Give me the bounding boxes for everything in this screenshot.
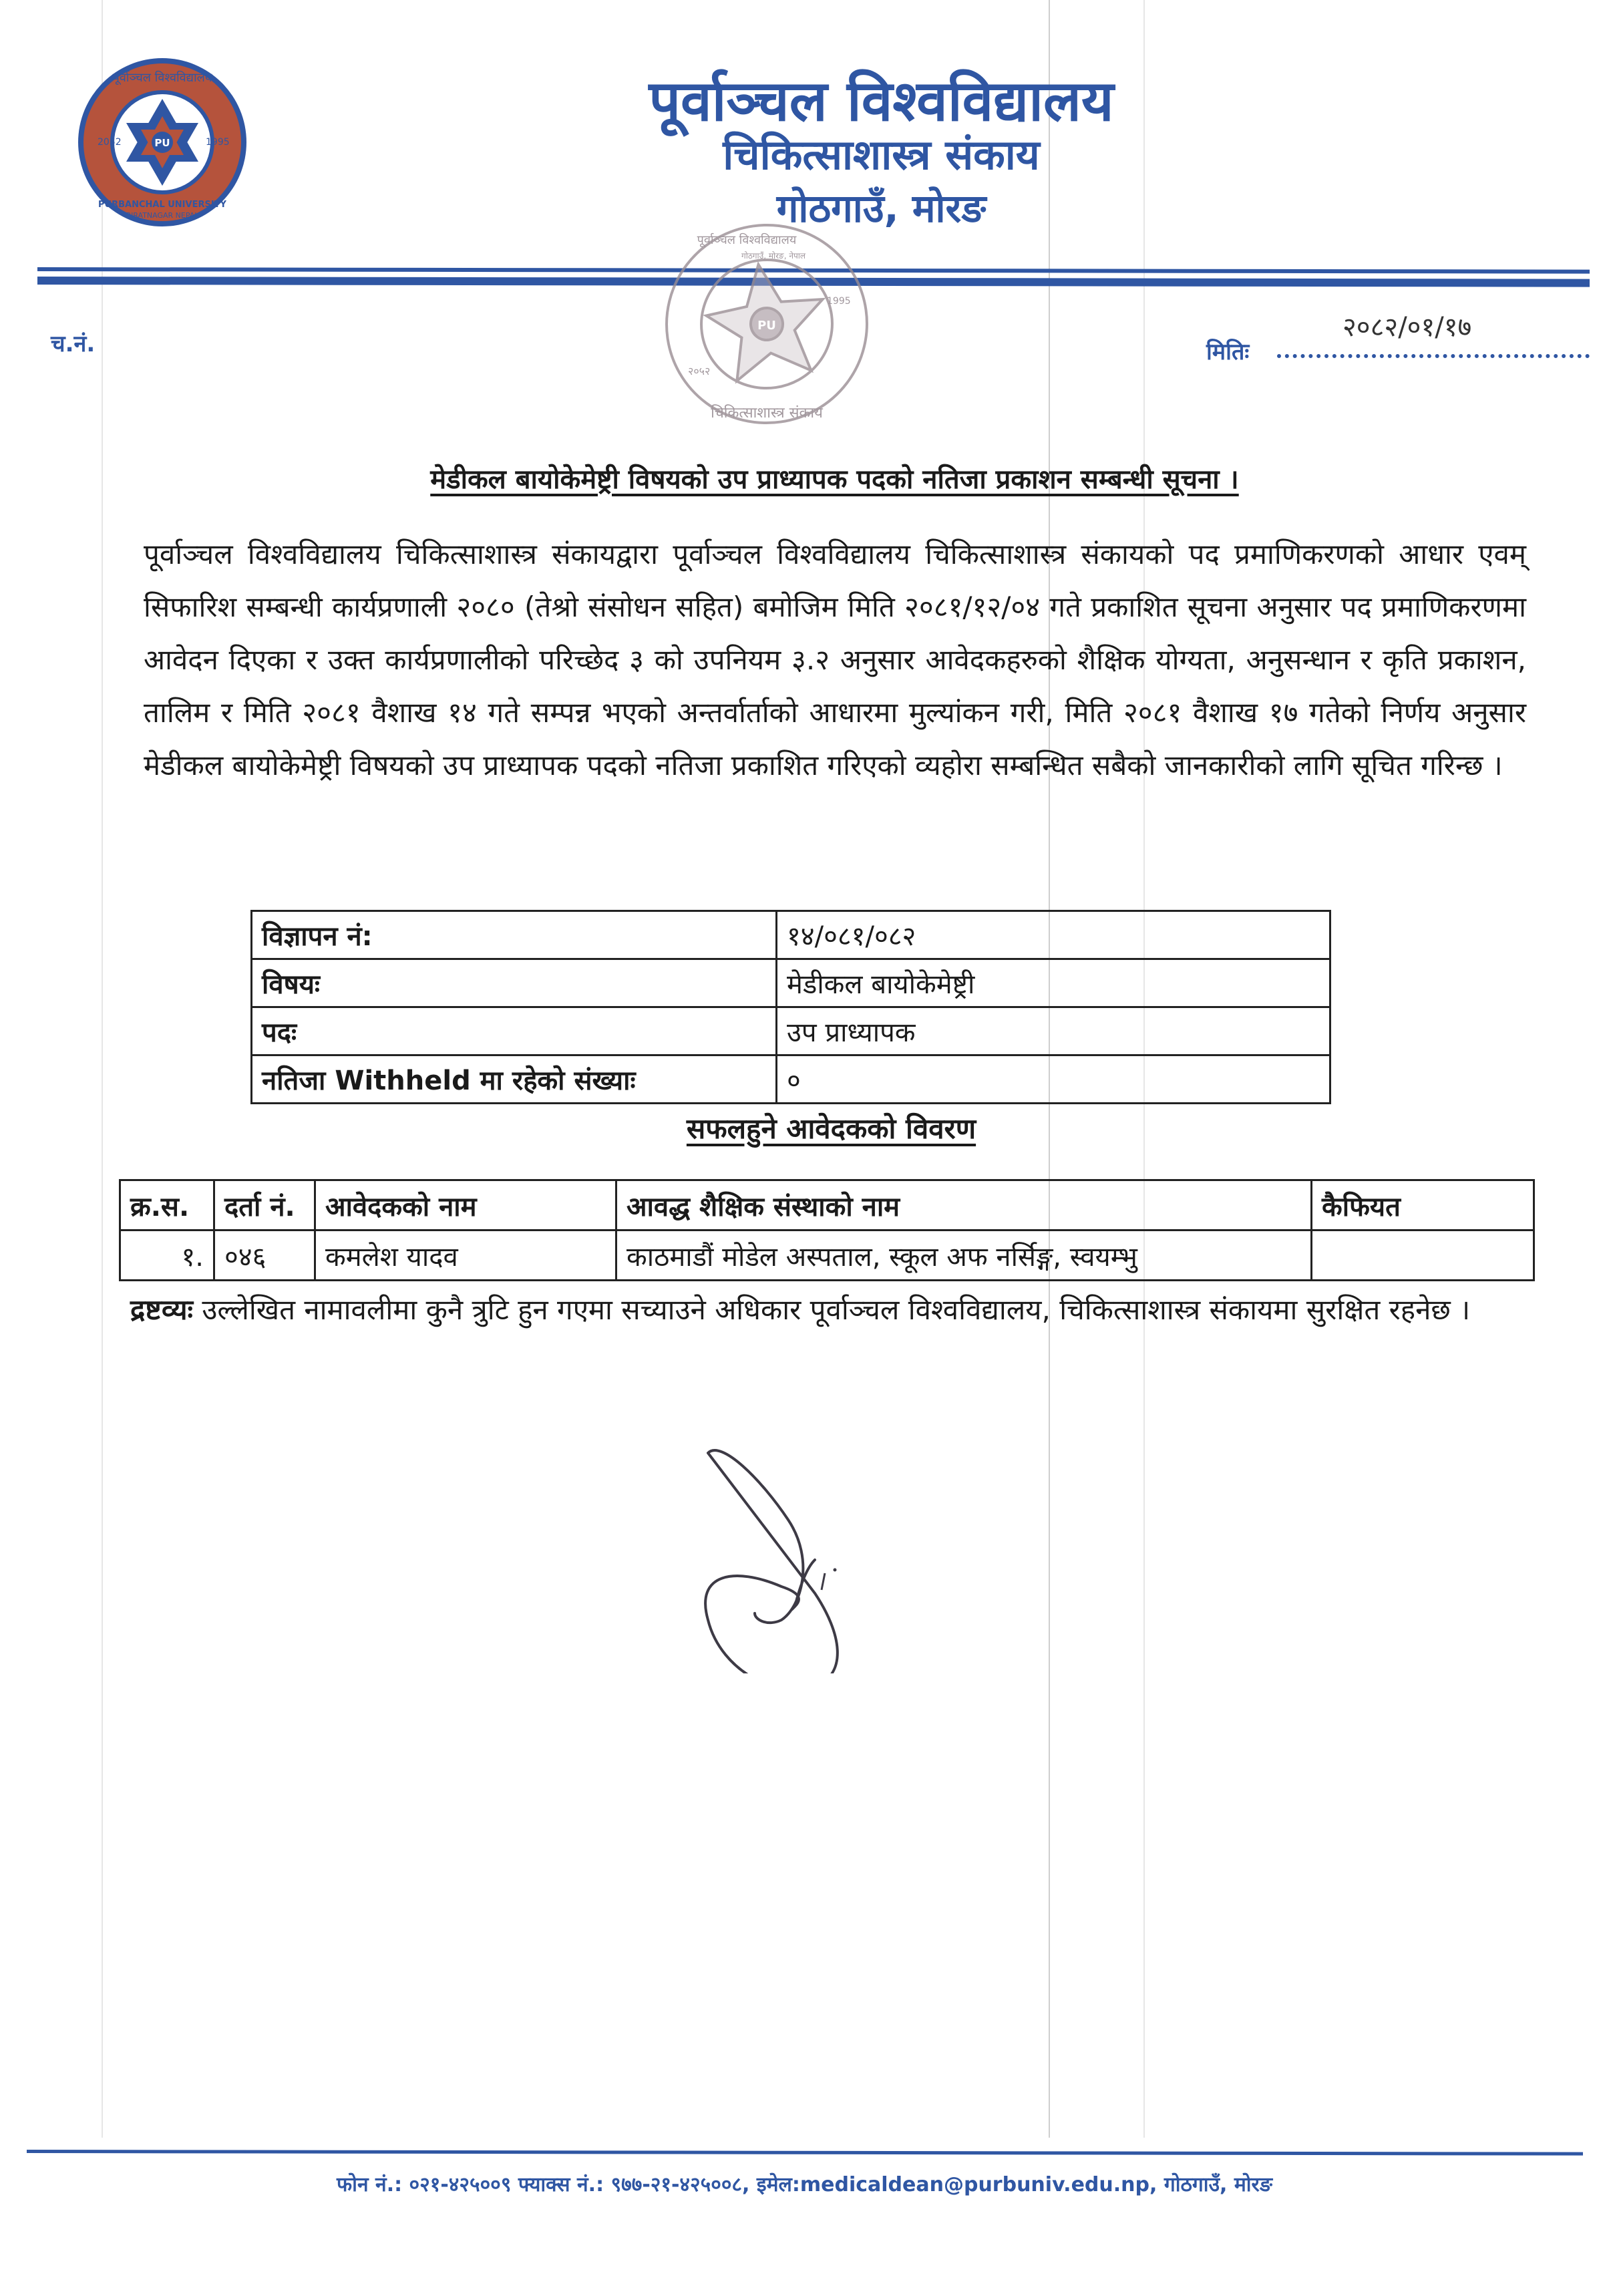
info-label: विषयः: [252, 959, 777, 1007]
logo-bottom-text: PURBANCHAL UNIVERSITY: [98, 200, 226, 210]
footer-rule: [27, 2150, 1583, 2156]
signature: [681, 1406, 895, 1673]
logo-bottom-sub: BIRATNAGAR NEPAL: [126, 211, 199, 220]
footer-contact: फोन नं.: ०२१-४२५००९ फ्याक्स नं.: ९७७-२१-४२५००८, इमेल:medicaldean@purbuniv.edu.np, गोठगाउँ, मोरङ: [337, 2173, 1272, 2196]
logo-year-left: 2052: [98, 137, 122, 148]
info-value: उप प्राध्यापक: [777, 1007, 1330, 1055]
col-institution: आवद्ध शैक्षिक संस्थाको नाम: [616, 1180, 1312, 1231]
location: गोठगाउँ, मोरङ: [776, 186, 987, 231]
notice-body: पूर्वाञ्चल विश्वविद्यालय चिकित्साशास्त्र संकायद्वारा पूर्वाञ्चल विश्वविद्यालय चिकित्साशास्त्र संकायको पद प्रमाणिकरणको आधार एवम् सिफारिश सम्बन्धी कार्यप्रणाली २०८० (तेश्रो संसोधन सहित) बमोजिम मिति २०८१/१२/०४ गते प्रकाशित सूचना अनुसार पद प्रमाणिकरणमा आवेदन दिएका र उक्त कार्यप्रणालीको परिच्छेद ३ को उपनियम ३.२ अनुसार आवेदकहरुको शैक्षिक योग्यता, अनुसन्धान र कृति प्रकाशन, तालिम र मिति २०८१ वैशाख १४ गते सम्पन्न भएको अन्तर्वार्ताको आधारमा मुल्यांकन गरी, मिति २०८१ वैशाख १७ गतेको निर्णय अनुसार मेडीकल बायोकेमेष्ट्री विषयको उप प्राध्यापक पदको नतिजा प्रकाशित गरिएको व्यहोरा सम्बन्धित सबैको जानकारीको लागि सूचित गरिन्छ ।: [144, 538, 1526, 782]
faculty-stamp: [647, 217, 887, 431]
stamp-bottom-text: चिकित्साशास्त्र संकाय: [711, 405, 823, 422]
info-value: १४/०८१/०८२: [777, 911, 1330, 959]
logo-monogram: PU: [154, 137, 170, 149]
info-row-position: [252, 1007, 1330, 1055]
info-label: विज्ञापन नं:: [252, 911, 777, 959]
info-value: मेडीकल बायोकेमेष्ट्री: [777, 959, 1330, 1007]
cell-serial: १.: [120, 1231, 214, 1281]
stamp-year-right: 1995: [827, 296, 851, 307]
note: [130, 1286, 1526, 1334]
results-caption: सफलहुने आवेदकको विवरण: [686, 1112, 976, 1145]
university-name: पूर्वाञ्चल विश्वविद्यालय: [649, 68, 1114, 134]
date-label: मितिः: [1206, 339, 1250, 365]
logo-top-text: पूर्वाञ्चल विश्वविद्यालय: [112, 71, 212, 85]
info-label: पदः: [252, 1007, 777, 1055]
col-remarks: कैफियत: [1312, 1180, 1534, 1231]
col-registration-no: दर्ता नं.: [214, 1180, 315, 1231]
cell-registration-no: ०४६: [214, 1231, 315, 1281]
info-label: नतिजा Withheld मा रहेको संख्याः: [252, 1055, 777, 1104]
cell-remarks: [1312, 1231, 1534, 1281]
col-serial: क्र.स.: [120, 1180, 214, 1231]
vacancy-info-table: [250, 910, 1331, 1104]
info-row-advertisement-no: [252, 911, 1330, 959]
date-dotted-line: [1277, 347, 1590, 358]
info-value: ०: [777, 1055, 1330, 1104]
faculty-name: चिकित्साशास्त्र संकाय: [723, 130, 1040, 179]
note-label: द्रष्टव्यः: [130, 1293, 194, 1326]
cell-institution: काठमाडौं मोडेल अस्पताल, स्कूल अफ नर्सिङ्ग, स्वयम्भु: [616, 1231, 1312, 1281]
notice-subject: मेडीकल बायोकेमेष्ट्री विषयको उप प्राध्यापक पदको नतिजा प्रकाशन सम्बन्धी सूचना ।: [430, 464, 1239, 495]
table-row: [120, 1231, 1534, 1281]
stamp-top-text: पूर्वाञ्चल विश्वविद्यालय: [697, 233, 797, 247]
successful-applicants-table: [119, 1179, 1535, 1281]
info-row-withheld-count: [252, 1055, 1330, 1104]
stamp-sub-text: गोठगाउँ, मोरङ, नेपाल: [741, 251, 806, 261]
col-applicant-name: आवेदकको नाम: [315, 1180, 616, 1231]
scan-artifact: [102, 0, 103, 2138]
logo-year-right: 1995: [206, 137, 230, 148]
reference-number-label: च.नं.: [51, 331, 96, 357]
stamp-year-left: २०५२: [688, 365, 711, 377]
info-row-subject: [252, 959, 1330, 1007]
table-header-row: [120, 1180, 1534, 1231]
date-value: २०८२/०१/१७: [1343, 312, 1472, 343]
cell-applicant-name: कमलेश यादव: [315, 1231, 616, 1281]
stamp-monogram: PU: [757, 319, 776, 333]
note-text: उल्लेखित नामावलीमा कुनै त्रुटि हुन गएमा सच्याउने अधिकार पूर्वाञ्चल विश्वविद्यालय, चिकित्साशास्त्र संकायमा सुरक्षित रहनेछ ।: [202, 1293, 1471, 1326]
